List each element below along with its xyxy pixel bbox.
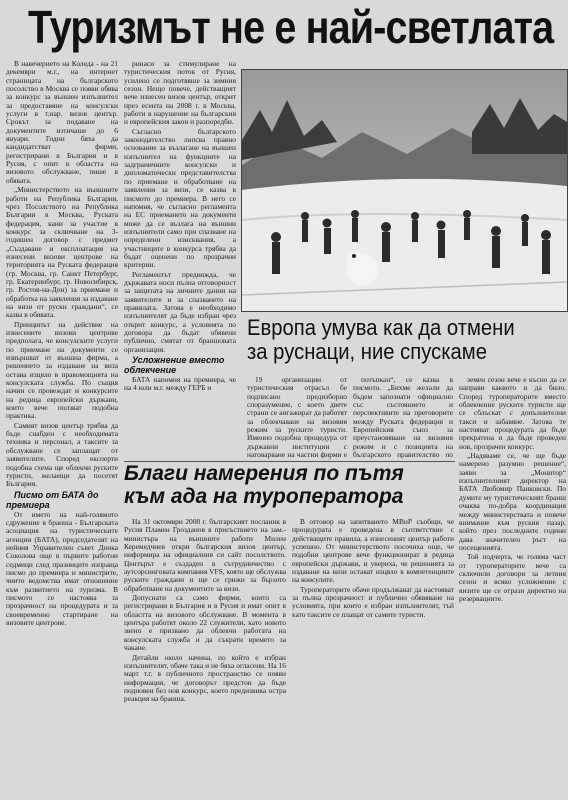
article-headline: Туризмът не е най-светлата <box>28 1 554 53</box>
paragraph: „Надяваме се, че ще бъде намерено разумно решение“, заяви за „Монитор“ изпълнителният директор на БАТА Любомир Панковски. По думите му туристическият бранш очаква по-добра координация между министерствата и повече внимание към руския пазар, който през последните години дава значителен ръст на посещенията. <box>459 451 566 552</box>
paragraph: Допуснати са само фирми, които са регистрирани в България и в Русия и имат опит в областта на визовото обслужване. В момента в центъра работят около 22 служители, като новото звено е призвано да облекчи работата на консулската служба и да съкрати времето за чакане. <box>124 593 286 653</box>
article-column-2 <box>124 60 236 460</box>
sidebar-box-title <box>124 462 454 514</box>
paragraph: Туроператорите обаче продължават да настояват за пълна прозрачност и публично обявяване на условията, при които е избран изпълнителят, тъй като таксите се плащат от самите туристи. <box>292 584 454 619</box>
paragraph: земен сезон вече е късно да се направи каквото и да било. Според туроператорите вместо облекчение руските туристи ще се сблъскат с допълнителни такси и забавяне. Затова те настояват процедурата да бъде прекратена и да бъде проведен нов, прозрачен конкурс. <box>459 376 566 451</box>
article-column-3 <box>247 376 347 460</box>
paragraph: ринаси за стимулиране на туристическия поток от Русия, усилено се подготвяше за зимния сезон. Нещо повече, действащият вече изнесен визов център, открит през есента на 2008 г. в Москва, работи в нарушение на българския и европейския закон и разпоредби. <box>124 60 236 127</box>
box-title-line: към ада на туроператора <box>124 485 404 508</box>
paragraph: БАТА напомня на премиера, че на 4 юли м.г. между ГЕРБ и <box>124 375 236 393</box>
section-subhead: Усложнение вместо облекчение <box>124 355 225 376</box>
paragraph: Регламентът предвижда, че държавата носи пълна отговорност за защитата на личните данни на заявителите и за спазването на правилата. Затова е необходимо изпълнителят да бъде избран чрез открит конкурс, а условията по договора да бъдат обявени публично, смятат от браншовата организация. <box>124 269 236 354</box>
paragraph: В отговор на запитването МВнР съобщи, че процедурата е проведена в съответствие с действащите правила, а изнесеният център работи успешно. От министерството посочиха още, че подобни центрове вече функционират в редица европейски държави, и увериха, че решенията за издаване на визи остават изцяло в компетенциите на консулите. <box>292 518 454 585</box>
article-column-4 <box>353 376 453 460</box>
article-photo <box>241 69 568 312</box>
box-column-2 <box>292 518 454 800</box>
photo-caption <box>247 316 568 376</box>
ski-resort-image <box>242 70 567 311</box>
article-column-5 <box>459 376 566 800</box>
paragraph: 19 организации от туристическия отрасъл бе подписано предизборно споразумение, с което двете страни се ангажират да работят за облекчаване на визовия режим за руските туристи. Именно подобна процедура от държавни институции с натоварване на частни фирми е <box>247 376 347 460</box>
box-title-line: Благи намерения по пътя <box>124 462 404 485</box>
paragraph: Детайли около начина, по който е избран изпълнителят, обаче така и не бяха огласени. На 16 март т.г. в публичното пространство се появи информация, че договорът предстои да бъде подновен без нов конкурс, което предизвика остра реакция на бранша. <box>124 652 286 704</box>
caption-line: за руснаци, ние спускаме <box>247 339 487 364</box>
paragraph: потъпкан“, се казва в писмото. „Бихме желали да бъдем запознати официално със състоянието и перспективите на преговорите между Руската федерация и Европейския съюз за преустановяване на визовия режим и с позицията на българското правителство по <box>353 376 453 460</box>
paragraph: „Министерството на външните работи на Република България, чрез Посолството на Република България в Москва, Руската федерация, кани за участие в конкурс за сключване на 3-годишен договор с предмет „Създаване и експлоатация на изнесени визови центрове на територията на Руската федерация (гр. Москва, гр. Санкт Петербург, гр. Екатеринбург, гр. Новосибирск, гр. Ростов-на-Дон) за приемане и обработка на заявления за издаване на визи от руски граждани“, се казва в обявата. <box>6 185 118 320</box>
paragraph: На 31 октомври 2008 г. българският посланик в Русия Пламен Грозданов в присъствието на зам.-министъра на външните работи Милен Керемедчиев откри българския визов център, информира на официалния си сайт посолството. Центърът е създаден в сътрудничество с аутсорсинговата компания VFS, която ще обслужва руските граждани и ще се грижи за бързото обработване на документите за визи. <box>124 518 286 593</box>
box-column-1 <box>124 518 286 800</box>
paragraph: Той подчерта, че голяма част от туроператорите вече са сключили договори за летния сезон и всяко усложнение с визите ще се отрази директно на резервациите. <box>459 552 566 603</box>
paragraph: Съгласно българското законодателство липсва правно основание за възлагане на външен изпълнител на функциите на задграничните консулски и дипломатически представителства по приемане и обработване на заявления за визи, се казва в писмото до премиера. В него се напомня, че съгласно регламента на ЕС приемането на документи може да се възлага на външни изпълнители само при спазване на определени изисквания, а участниците в конкурса трябва да бъдат оценени по прозрачни критерии. <box>124 126 236 270</box>
paragraph: От името на най-голямото сдружение в бранша - Българската асоциация на туристическите агенции (БАТА), председателят на нейния Управителен съвет Донка Соколова още в първите работни седмици след празниците изпраща писмо до премиера и министрите, чиито ведомства имат отношение към развитието на туризма. В писмото се настоява за прозрачност на процедурата и за своевременно стартиране на визовите центрове. <box>6 509 118 627</box>
section-subhead: Писмо от БАТА до премиера <box>6 489 99 510</box>
paragraph: Принципът на действие на изнесените визови центрове предполага, че консулските услуги по приемане на документи се извършват от външна фирма, а решението за издаване на виза остава изцяло в правомощията на консулската служба. По същия начин се провеждат и конкурсите на редица европейски държави, които вече ползват подобна практика. <box>6 319 118 421</box>
paragraph: В навечерието на Коледа - на 21 декември м.г., на интернет страницата на българското посолство в Москва се появи обява за конкурс за външен изпълнител за предоставяне на консулски услуги в т.нар. визов център. Срокът за подаване на документите изтичаше до 6 януари. Годни бяха да кандидатстват фирми, регистрирани в България и в Русия, с опит в областта на визовото обслужване, пише в обявата. <box>6 60 118 185</box>
article-column-1 <box>6 60 118 800</box>
caption-line: Европа умува как да отмени <box>247 316 515 340</box>
paragraph: Самият визов център трябва да бъде снабден с необходимата техника и персонал, а таксите за обслужване се заплащат от заявителите. Според експерти подобна схема ще облекчи руските туристи, желаещи да посетят България. <box>6 420 118 489</box>
